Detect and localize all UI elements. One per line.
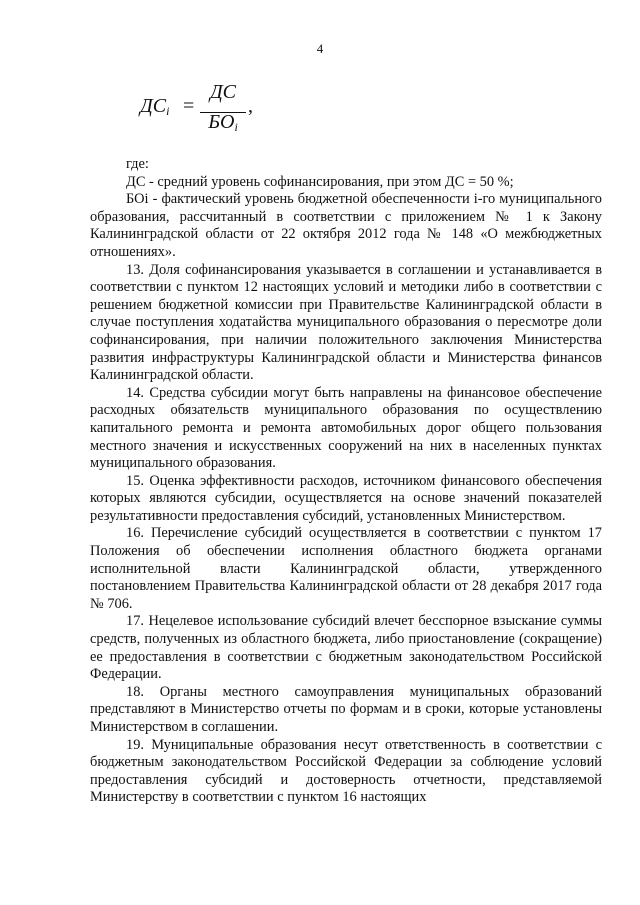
paragraph-14: 14. Средства субсидии могут быть направлены на финансовое обеспечение расходных обязательств муниципального образования по осуществлению капитального ремонта и ремонта автомобильных дорог общего пользования местного значения и искусственных сооружений на них в населенных пунктах муниципального образования. — [90, 384, 602, 472]
paragraph-19: 19. Муниципальные образования несут ответственность в соответствии с бюджетным законодательством Российской Федерации за соблюдение условий предоставления субсидий и достоверность отчетности, представляемой Министерству в соответствии с пунктом 16 настоящих — [90, 736, 602, 806]
formula — [140, 81, 260, 144]
paragraph-17: 17. Нецелевое использование субсидий влечет бесспорное взыскание суммы средств, полученных из областного бюджета, либо приостановление (сокращение) ее предоставления в соответствии с бюджетным законодательством Российской Федерации. — [90, 613, 602, 683]
formula-lhs: $ДС_i$ — [140, 95, 170, 118]
formula-denominator: $БО_i$ — [208, 111, 238, 134]
paragraph-18: 18. Органы местного самоуправления муниципальных образований представляют в Министерство отчеты по формам и в сроки, которые установлены Министерством в соглашении. — [90, 683, 602, 735]
paragraph-ds-definition: ДС - средний уровень софинансирования, при этом ДС = 50 %; — [126, 173, 514, 190]
paragraph-13: 13. Доля софинансирования указывается в соглашении и устанавливается в соответствии с пунктом 12 настоящих условий и методики либо в соответствии с решением бюджетной комиссии при Правительстве Калининградской области в случае поступления ходатайства муниципального образования о пересмотре доли софинансирования, при наличии положительного заключения Министерства развития инфраструктуры Калининградской области и Министерства финансов Калининградской области. — [90, 261, 602, 384]
paragraph-gde: где: — [126, 156, 149, 172]
document-body — [90, 156, 602, 807]
paragraph-16: 16. Перечисление субсидий осуществляется в соответствии с пунктом 17 Положения об обеспечении исполнения областного бюджета органами исполнительной власти Калининградской области, утвержденного постановлением Правительства Калининградской области от 28 декабря 2017 года № 706. — [90, 525, 602, 612]
formula-comma: , — [248, 95, 253, 117]
paragraph-15: 15. Оценка эффективности расходов, источником финансового обеспечения которых являются субсидии, осуществляется на основе значений показателей результативности предоставления субсидий, установленных Министерством. — [90, 472, 602, 524]
paragraph-bo-definition: БОi - фактический уровень бюджетной обеспеченности i-го муниципального образования, рассчитанный в соответствии с приложением № 1 к Закону Калининградской области от 22 октября 2012 года № 148 «О межбюджетных отношениях». — [90, 191, 602, 260]
formula-numerator: ДС — [209, 81, 237, 103]
page-number: 4 — [316, 41, 324, 56]
formula-equals: = — [183, 95, 195, 117]
